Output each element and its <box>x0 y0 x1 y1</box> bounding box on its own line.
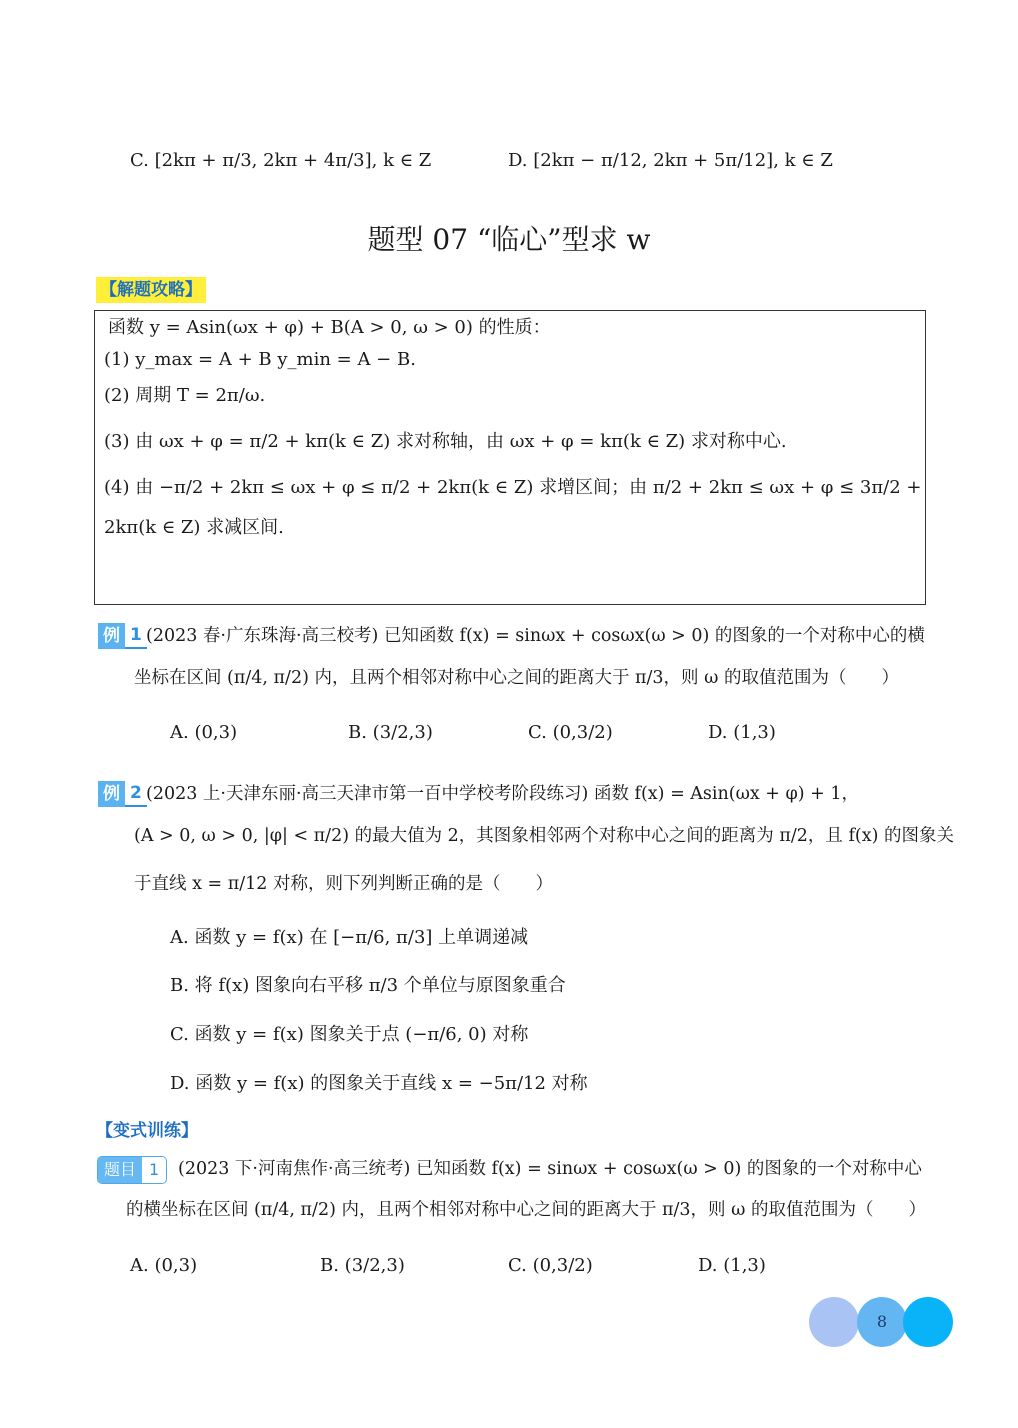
page-circle-left <box>809 1297 859 1347</box>
example-2-option-b: B. 将 f(x) 图象向右平移 π/3 个单位与原图象重合 <box>170 975 566 996</box>
example-1-option-b: B. (3/2,3) <box>348 722 433 743</box>
question-tag-word: 题目 <box>98 1157 142 1183</box>
variation-line-2: 的横坐标在区间 (π/4, π/2) 内，且两个相邻对称中心之间的距离大于 π/3，则 ω 的取值范围为（ ） <box>126 1200 926 1220</box>
example-1-option-c: C. (0,3/2) <box>528 722 613 743</box>
strategy-line-2: (1) y_max = A + B y_min = A − B. <box>104 349 416 370</box>
example-1-option-a: A. (0,3) <box>170 722 238 743</box>
strategy-line-1: 函数 y = Asin(ωx + φ) + B(A > 0, ω > 0) 的性质： <box>108 317 551 338</box>
variation-line-1: (2023 下·河南焦作·高三统考) 已知函数 f(x) = sinωx + cosωx(ω > 0) 的图象的一个对称中心 <box>178 1159 922 1179</box>
example-2-line-1: (2023 上·天津东丽·高三天津市第一百中学校考阶段练习) 函数 f(x) = Asin(ωx + φ) + 1， <box>146 784 860 804</box>
example-tag-word: 例 <box>98 781 125 807</box>
variation-option-a: A. (0,3) <box>130 1255 198 1276</box>
page-number: 8 <box>876 1312 888 1331</box>
example-1-line-2: 坐标在区间 (π/4, π/2) 内，且两个相邻对称中心之间的距离大于 π/3，则 ω 的取值范围为（ ） <box>134 668 899 688</box>
example-tag-number: 2 <box>125 781 147 807</box>
example-2-option-a: A. 函数 y = f(x) 在 [−π/6, π/3] 上单调递减 <box>170 927 529 948</box>
example-tag-number: 1 <box>125 623 147 649</box>
variation-option-b: B. (3/2,3) <box>320 1255 405 1276</box>
variation-tag: 【变式训练】 <box>96 1121 198 1141</box>
example-2-option-c: C. 函数 y = f(x) 图象关于点 (−π/6, 0) 对称 <box>170 1024 529 1045</box>
example-2-tag <box>98 781 147 807</box>
option-c-previous: C. [2kπ + π/3, 2kπ + 4π/3], k ∈ Z <box>130 150 432 171</box>
strategy-line-3: (2) 周期 T = 2π/ω. <box>104 385 266 406</box>
strategy-line-6: 2kπ(k ∈ Z) 求减区间. <box>104 517 284 538</box>
strategy-line-5: (4) 由 −π/2 + 2kπ ≤ ωx + φ ≤ π/2 + 2kπ(k ∈ Z) 求增区间；由 π/2 + 2kπ ≤ ωx + φ ≤ 3π/2 + <box>104 477 922 498</box>
strategy-line-4: (3) 由 ωx + φ = π/2 + kπ(k ∈ Z) 求对称轴，由 ωx + φ = kπ(k ∈ Z) 求对称中心. <box>104 431 787 452</box>
strategy-tag: 【解题攻略】 <box>96 277 206 303</box>
question-1-tag <box>97 1156 167 1184</box>
example-2-line-3: 于直线 x = π/12 对称，则下列判断正确的是（ ） <box>134 874 553 894</box>
example-tag-word: 例 <box>98 623 125 649</box>
section-title: 题型 07 “临心”型求 w <box>367 223 651 256</box>
page-circle-right <box>903 1297 953 1347</box>
example-2-option-d: D. 函数 y = f(x) 的图象关于直线 x = −5π/12 对称 <box>170 1073 588 1094</box>
variation-option-d: D. (1,3) <box>698 1255 766 1276</box>
example-2-line-2: (A > 0, ω > 0, |φ| < π/2) 的最大值为 2，其图象相邻两个对称中心之间的距离为 π/2，且 f(x) 的图象关 <box>134 826 955 846</box>
example-1-tag <box>98 623 147 649</box>
option-d-previous: D. [2kπ − π/12, 2kπ + 5π/12], k ∈ Z <box>508 150 833 171</box>
example-1-line-1: (2023 春·广东珠海·高三校考) 已知函数 f(x) = sinωx + cosωx(ω > 0) 的图象的一个对称中心的横 <box>146 626 925 646</box>
example-1-option-d: D. (1,3) <box>708 722 776 743</box>
question-tag-number: 1 <box>142 1157 166 1183</box>
variation-option-c: C. (0,3/2) <box>508 1255 593 1276</box>
